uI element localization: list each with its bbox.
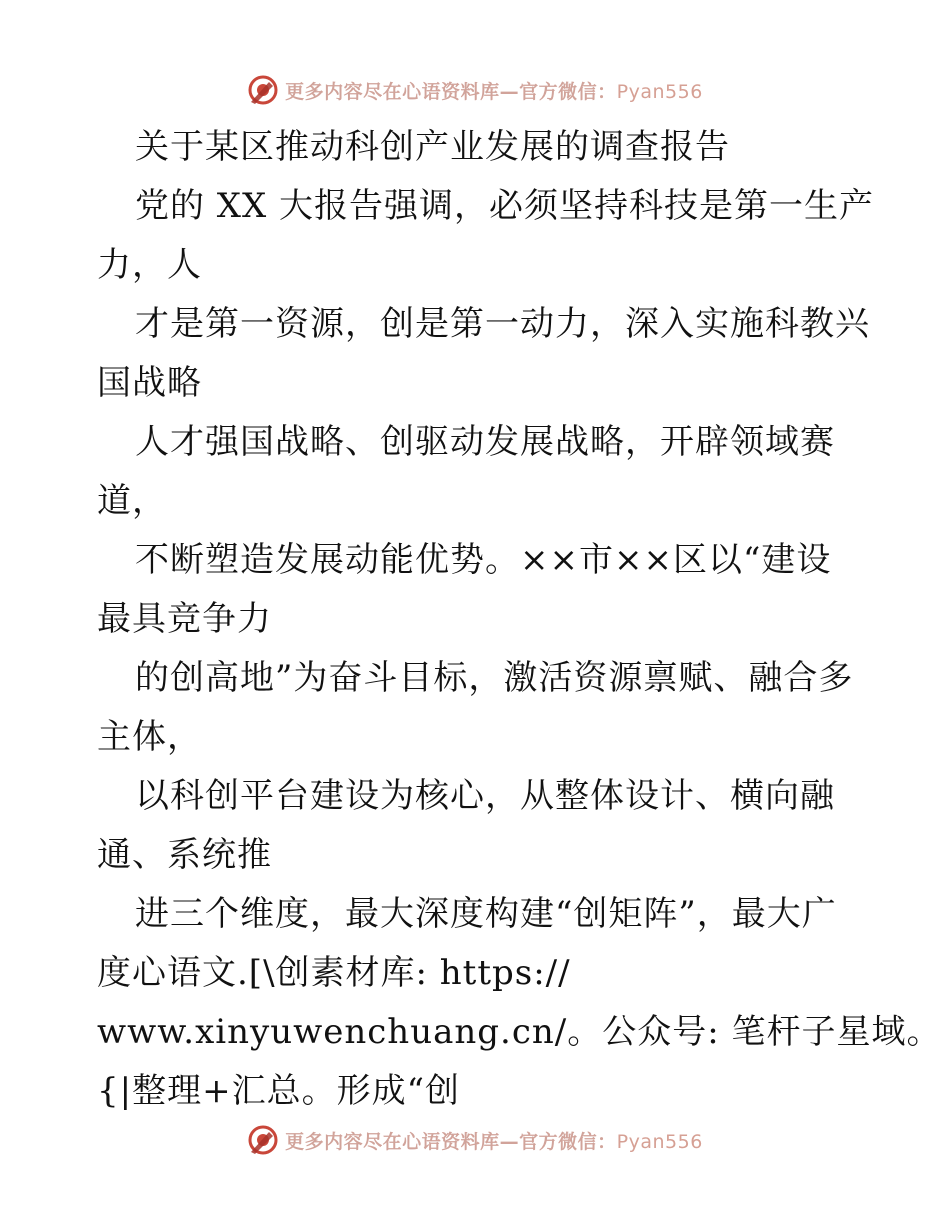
text-line: 度心语文.[\创素材库: https://: [97, 953, 571, 993]
document-body: [97, 118, 942, 1121]
text-line: 通、系统推: [97, 835, 272, 875]
pen-logo-icon: [247, 74, 279, 106]
watermark-text: 更多内容尽在心语资料库—官方微信：Pyan556: [285, 1130, 703, 1153]
text-line: 的创高地”为奋斗目标，激活资源禀赋、融合多: [135, 658, 854, 698]
text-line: 以科创平台建设为核心，从整体设计、横向融: [135, 776, 835, 816]
text-line: {|整理+汇总。形成“创: [97, 1071, 460, 1111]
text-line: 党的 XX 大报告强调，必须坚持科技是第一生产: [135, 186, 875, 226]
text-line: www.xinyuwenchuang.cn/。公众号: 笔杆子星域。: [97, 1012, 942, 1052]
text-line: 国战略: [97, 363, 202, 403]
watermark-text: 更多内容尽在心语资料库—官方微信：Pyan556: [285, 80, 703, 103]
document-title: 关于某区推动科创产业发展的调查报告: [135, 127, 730, 167]
pen-logo-icon: [247, 1124, 279, 1156]
wechat-id: Pyan556: [616, 80, 703, 103]
text-line: 力，人: [97, 245, 202, 285]
text-line: 不断塑造发展动能优势。××市××区以“建设: [135, 540, 832, 580]
text-line: 最具竞争力: [97, 599, 272, 639]
footer-watermark: [0, 1120, 950, 1160]
text-line: 人才强国战略、创驱动发展战略，开辟领域赛: [135, 422, 835, 462]
text-line: 主体，: [97, 717, 202, 757]
wechat-id: Pyan556: [616, 1130, 703, 1153]
text-line: 进三个维度，最大深度构建“创矩阵”，最大广: [135, 894, 837, 934]
header-watermark: [0, 70, 950, 110]
text-line: 道，: [97, 481, 167, 521]
text-line: 才是第一资源，创是第一动力，深入实施科教兴: [135, 304, 870, 344]
